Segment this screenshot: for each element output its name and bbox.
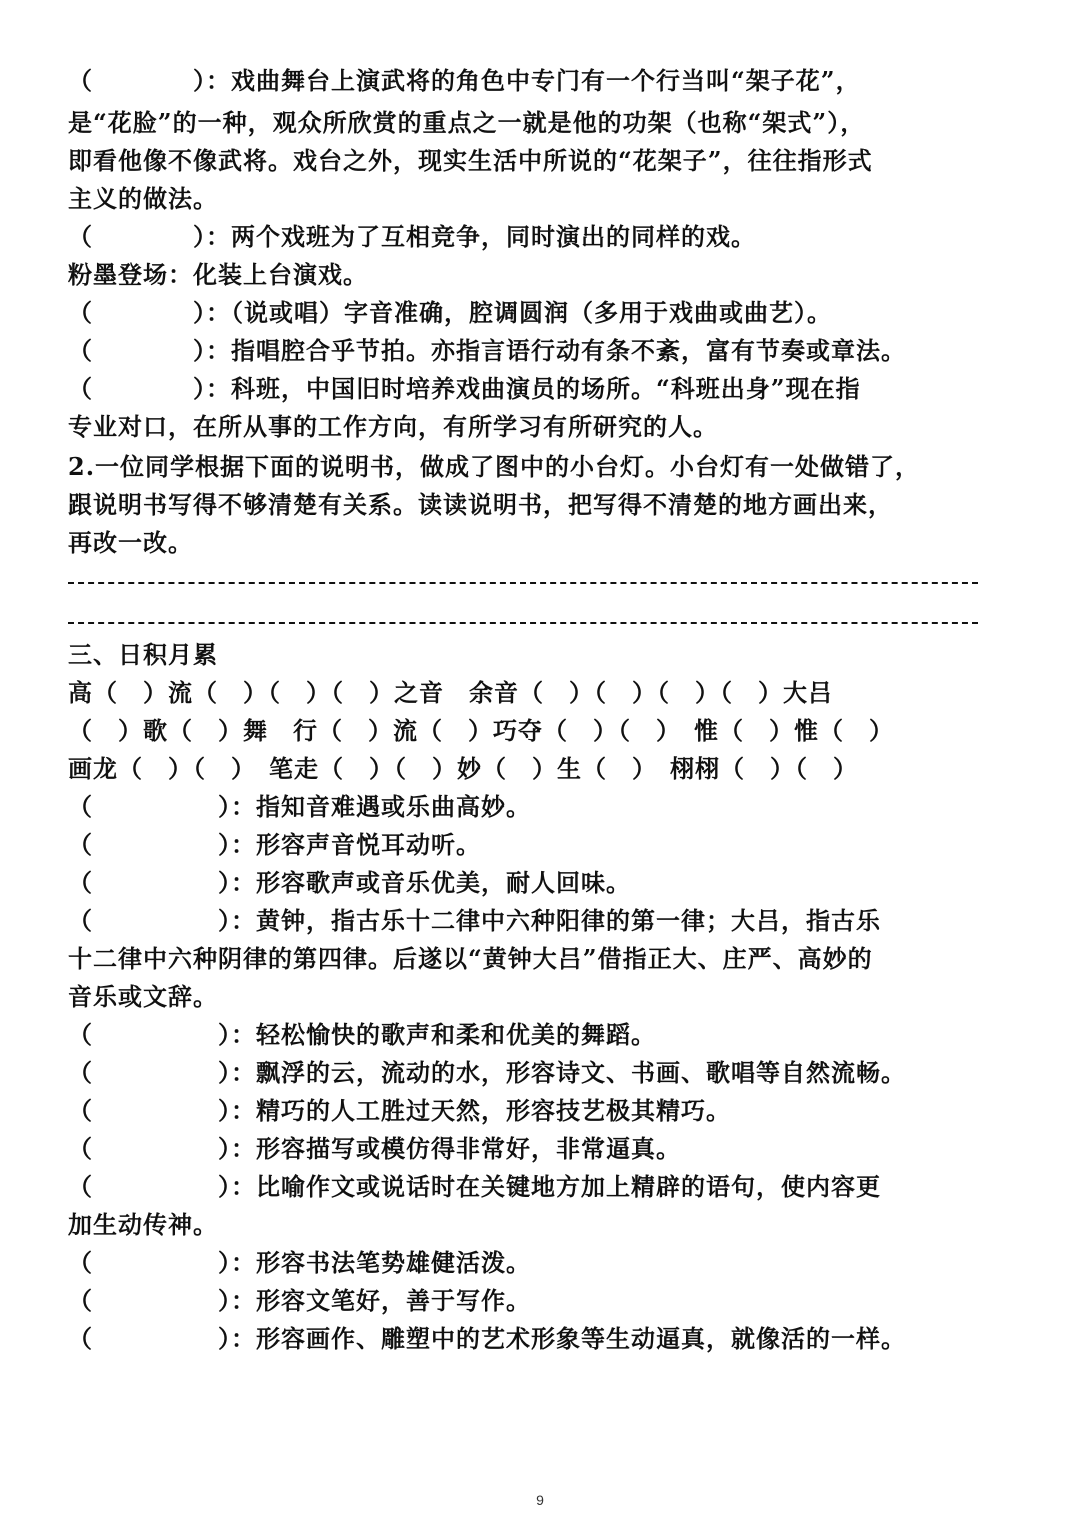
text-line: 专业对口，在所从事的工作方向，有所学习有所研究的人。 [68, 412, 718, 441]
definition-line: （ ）：形容画作、雕塑中的艺术形象等生动逼真，就像活的一样。 [68, 1324, 906, 1353]
section-heading: 三、日积月累 [68, 640, 218, 669]
text-line: 主义的做法。 [68, 184, 218, 213]
fill-in-line: 画龙（ ）（ ） 笔走（ ）（ ）妙（ ）生（ ） 栩栩（ ）（ ） [68, 754, 858, 783]
text-line: 即看他像不像武将。戏台之外，现实生活中所说的“花架子”，往往指形式 [68, 146, 873, 175]
page-number: 9 [536, 1492, 544, 1508]
definition-line: 音乐或文辞。 [68, 982, 218, 1011]
question-line: 2.一位同学根据下面的说明书，做成了图中的小台灯。小台灯有一处做错了， [68, 452, 921, 481]
text-line: 粉墨登场：化装上台演戏。 [68, 260, 368, 289]
definition-line: （ ）：形容描写或模仿得非常好，非常逼真。 [68, 1134, 681, 1163]
definition-line: （ ）：轻松愉快的歌声和柔和优美的舞蹈。 [68, 1020, 656, 1049]
definition-line: （ ）：形容书法笔势雄健活泼。 [68, 1248, 531, 1277]
definition-line: （ ）：形容声音悦耳动听。 [68, 830, 481, 859]
definition-line: （ ）：形容歌声或音乐优美，耐人回味。 [68, 868, 631, 897]
fill-in-line: （ ）歌（ ）舞 行（ ）流（ ）巧夺（ ）（ ） 惟（ ）惟（ ） [68, 716, 894, 745]
definition-line: （ ）：黄钟，指古乐十二律中六种阳律的第一律；大吕，指古乐 [68, 906, 881, 935]
definition-line: （ ）：精巧的人工胜过天然，形容技艺极其精巧。 [68, 1096, 731, 1125]
text-line: （ ）：科班，中国旧时培养戏曲演员的场所。“科班出身”现在指 [68, 374, 861, 403]
question-line: 再改一改。 [68, 528, 193, 557]
definition-line: （ ）：飘浮的云，流动的水，形容诗文、书画、歌唱等自然流畅。 [68, 1058, 906, 1087]
text-line: （ ）：两个戏班为了互相竞争，同时演出的同样的戏。 [68, 222, 756, 251]
text-line: 是“花脸”的一种，观众所欣赏的重点之一就是他的功架（也称“架式”）， [68, 108, 866, 137]
text-line: （ ）：戏曲舞台上演武将的角色中专门有一个行当叫“架子花”， [68, 66, 861, 95]
definition-line: （ ）：形容文笔好，善于写作。 [68, 1286, 531, 1315]
text-line: （ ）：（说或唱）字音准确，腔调圆润（多用于戏曲或曲艺）。 [68, 298, 832, 327]
question-line: 跟说明书写得不够清楚有关系。读读说明书，把写得不清楚的地方画出来， [68, 490, 893, 519]
answer-line[interactable] [68, 582, 978, 584]
answer-line[interactable] [68, 622, 978, 624]
text-line: （ ）：指唱腔合乎节拍。亦指言语行动有条不紊，富有节奏或章法。 [68, 336, 906, 365]
definition-line: （ ）：指知音难遇或乐曲高妙。 [68, 792, 531, 821]
definition-line: （ ）：比喻作文或说话时在关键地方加上精辟的语句，使内容更 [68, 1172, 881, 1201]
definition-line: 加生动传神。 [68, 1210, 218, 1239]
fill-in-line: 高（ ）流（ ）（ ）（ ）之音 余音（ ）（ ）（ ）（ ）大吕 [68, 678, 833, 707]
definition-line: 十二律中六种阴律的第四律。后遂以“黄钟大吕”借指正大、庄严、高妙的 [68, 944, 873, 973]
